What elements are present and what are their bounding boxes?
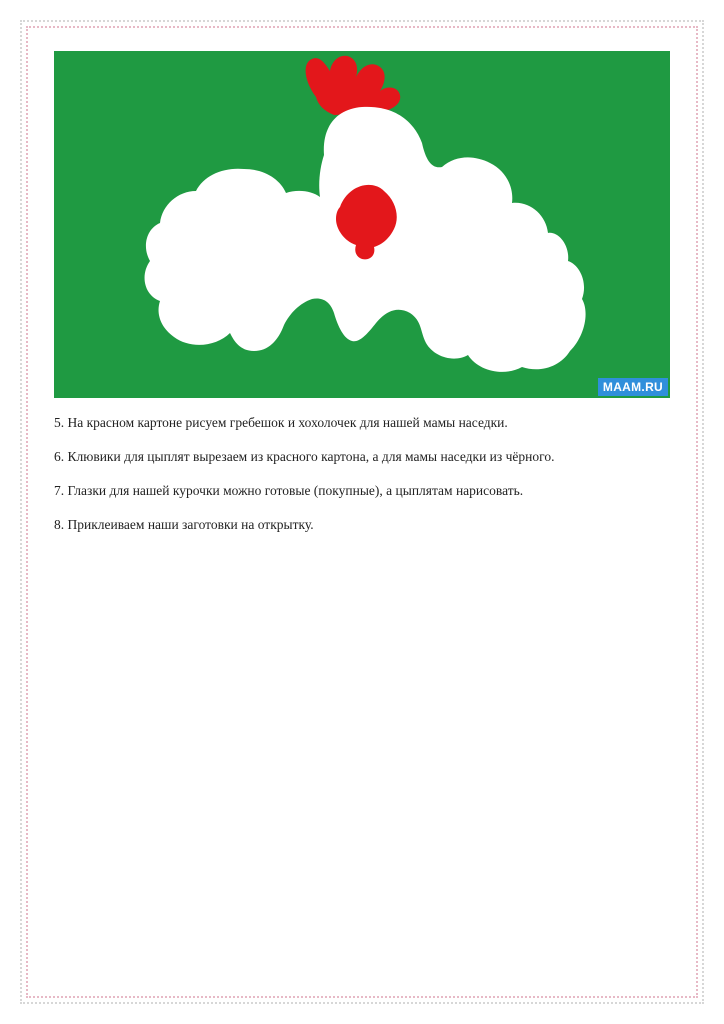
step-7: 7. Глазки для нашей курочки можно готовые (покупные), а цыплятам нарисовать. [54,483,524,498]
instruction-steps [54,414,670,550]
maam-watermark: MAAM.RU [598,378,668,396]
craft-photo [54,51,670,398]
step-6: 6. Клювики для цыплят вырезаем из красного картона, а для мамы наседки из чёрного. [54,449,555,464]
step-8: 8. Приклеиваем наши заготовки на открытку. [54,517,314,532]
step-5: 5. На красном картоне рисуем гребешок и хохолочек для нашей мамы наседки. [54,415,508,430]
hen-illustration [54,51,670,398]
